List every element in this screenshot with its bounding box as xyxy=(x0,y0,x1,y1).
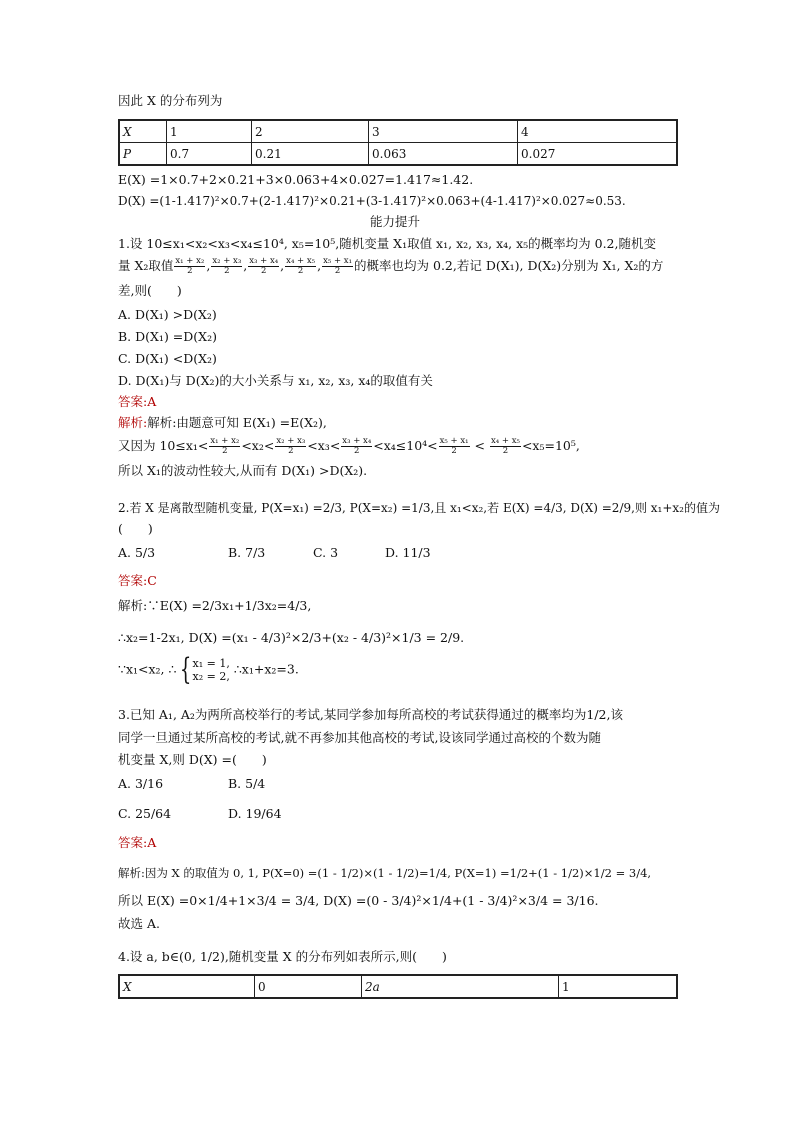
table-row xyxy=(119,143,677,166)
distribution-table xyxy=(118,119,678,166)
q1-option-d: D. D(X₁)与 D(X₂)的大小关系与 x₁, x₂, x₃, x₄的取值有关 xyxy=(118,373,433,388)
q3-analysis-2: 所以 E(X) =0×1/4+1×3/4 = 3/4, D(X) =(0 - 3/4)²×1/4+(1 - 3/4)²×3/4 = 3/16. xyxy=(118,893,599,908)
brace-symbol: { xyxy=(180,652,192,687)
q3-analysis-3: 故选 A. xyxy=(118,916,160,931)
fraction: $\frac{\text{x₄ + x₅}}{2}$ xyxy=(286,256,316,276)
q1-line-2-pre: 量 X₂取值 xyxy=(118,258,174,273)
table-cell: 1 xyxy=(559,975,678,998)
q2-option-d: D. 11/3 xyxy=(385,545,431,560)
table-cell: 1 xyxy=(167,120,252,143)
fraction: $\frac{\text{x₃ + x₄}}{2}$ xyxy=(342,436,372,456)
fraction: $\frac{\text{x₂ + x₃}}{2}$ xyxy=(276,436,306,456)
table-cell: 0 xyxy=(255,975,362,998)
expectation-line: E(X) =1×0.7+2×0.21+3×0.063+4×0.027=1.417≈1.42. xyxy=(118,172,474,187)
q2-analysis-2: ∴x₂=1-2x₁, D(X) =(x₁ - 4/3)²×2/3+(x₂ - 4/3)²×1/3 = 2/9. xyxy=(118,630,465,645)
fraction: $\frac{\text{x₅ + x₁}}{2}$ xyxy=(323,256,353,276)
q3-option-d: D. 19/64 xyxy=(228,806,282,821)
q1-analysis-2-post: <x₅=10⁵, xyxy=(521,438,580,453)
q1-analysis-3: 所以 X₁的波动性较大,从而有 D(X₁) >D(X₂). xyxy=(118,463,368,478)
table-cell: 0.7 xyxy=(167,143,252,166)
q1-analysis-2-pre: 又因为 10≤x₁< xyxy=(118,438,209,453)
q1-option-a: A. D(X₁) >D(X₂) xyxy=(118,307,217,322)
q1-analysis-1-text: 解析:由题意可知 E(X₁) =E(X₂), xyxy=(147,415,327,430)
table-cell: 0.063 xyxy=(369,143,518,166)
table-cell: 3 xyxy=(369,120,518,143)
q2-line-1: 2.若 X 是离散型随机变量, P(X=x₁) =2/3, P(X=x₂) =1/3,且 x₁<x₂,若 E(X) =4/3, D(X) =2/9,则 x₁+x₂的值为 xyxy=(118,501,720,515)
table-cell: 2 xyxy=(252,120,369,143)
q2-analysis-3 xyxy=(118,652,299,687)
q1-analysis-1: 解析:解析:由题意可知 E(X₁) =E(X₂), xyxy=(118,415,327,430)
q1-option-c: C. D(X₁) <D(X₂) xyxy=(118,351,217,366)
q1-line-2-post: 的概率也均为 0.2,若记 D(X₁), D(X₂)分别为 X₁, X₂的方 xyxy=(354,258,664,273)
fraction: $\frac{\text{x₄ + x₅}}{2}$ xyxy=(491,436,520,456)
q3-line-3: 机变量 X,则 D(X) =( ) xyxy=(118,752,267,767)
table-cell: 4 xyxy=(518,120,678,143)
q3-answer: 答案:A xyxy=(118,835,157,850)
q4-distribution-table xyxy=(118,974,678,999)
q2-analysis-1: 解析:∵E(X) =2/3x₁+1/3x₂=4/3, xyxy=(118,598,312,613)
q2-analysis-3-post: ∴x₁+x₂=3. xyxy=(233,661,299,677)
table-row xyxy=(119,120,677,143)
fraction: $\frac{\text{x₅ + x₁}}{2}$ xyxy=(439,436,469,456)
q1-line-2: 量 X₂取值 $\frac{\text{x₁ + x₂}}{2}$ , $\frac{\text{x₂ + x₃}}{2}$ , $\frac{\text{x₃ + x₄}}{2}$ , $\frac{\text{x₄ + x₅}}{2}$ , $\frac{\text{x₅ + x₁}}{2}$ 的概率也均为 0.2,若记 D(X₁), D(X₂)分别为 X₁, X₂的方 xyxy=(118,256,664,276)
intro-text: 因此 X 的分布列为 xyxy=(118,93,223,108)
q3-line-2: 同学一旦通过某所高校的考试,就不再参加其他高校的考试,设该同学通过高校的个数为随 xyxy=(118,730,601,745)
table-row xyxy=(119,975,677,998)
q1-analysis-2: 又因为 10≤x₁< $\frac{\text{x₁ + x₂}}{2}$ <x₂< $\frac{\text{x₂ + x₃}}{2}$ <x₃< $\frac{\text{x₃ + x₄}}{2}$ <x₄≤10⁴< $\frac{\text{x₅ + x₁}}{2}$ < $\frac{\text{x₄ + x₅}}{2}$ <x₅=10⁵, xyxy=(118,436,580,456)
q3-option-a: A. 3/16 xyxy=(118,776,164,791)
fraction: $\frac{\text{x₂ + x₃}}{2}$ xyxy=(212,256,242,276)
q1-line-3: 差,则( ) xyxy=(118,283,182,298)
table-cell: 0.21 xyxy=(252,143,369,166)
q3-analysis-1: 解析:因为 X 的取值为 0, 1, P(X=0) =(1 - 1/2)×(1 - 1/2)=1/4, P(X=1) =1/2+(1 - 1/2)×1/2 = 3/4, xyxy=(118,866,652,880)
q2-answer: 答案:C xyxy=(118,573,157,588)
variance-line: D(X) =(1-1.417)²×0.7+(2-1.417)²×0.21+(3-1.417)²×0.063+(4-1.417)²×0.027≈0.53. xyxy=(118,194,626,208)
q4-line-1: 4.设 a, b∈(0, 1/2),随机变量 X 的分布列如表所示,则( ) xyxy=(118,949,447,964)
q3-line-1: 3.已知 A₁, A₂为两所高校举行的考试,某同学参加每所高校的考试获得通过的概率均为1/2,该 xyxy=(118,707,623,722)
section-title: 能力提升 xyxy=(370,214,421,229)
fraction: $\frac{\text{x₁ + x₂}}{2}$ xyxy=(210,436,240,456)
q3-option-b: B. 5/4 xyxy=(228,776,266,791)
q2-option-b: B. 7/3 xyxy=(228,545,266,560)
q1-option-b: B. D(X₁) =D(X₂) xyxy=(118,329,217,344)
q3-option-c: C. 25/64 xyxy=(118,806,172,821)
q2-option-c: C. 3 xyxy=(313,545,339,560)
q1-answer: 答案:A xyxy=(118,394,157,409)
q2-option-a: A. 5/3 xyxy=(118,545,156,560)
table-cell: P xyxy=(123,146,132,161)
equation-system: x₁ = 1, x₂ = 2, xyxy=(192,657,230,683)
q1-line-1: 1.设 10≤x₁<x₂<x₃<x₄≤10⁴, x₅=10⁵,随机变量 X₁取值 x₁, x₂, x₃, x₄, x₅的概率均为 0.2,随机变 xyxy=(118,236,656,251)
fraction: $\frac{\text{x₁ + x₂}}{2}$ xyxy=(175,256,205,276)
table-cell: 2a xyxy=(365,979,380,994)
table-cell: 0.027 xyxy=(518,143,678,166)
table-cell: X xyxy=(123,124,132,139)
q2-analysis-3-pre: ∵x₁<x₂, ∴ xyxy=(118,661,177,677)
q2-line-2: ( ) xyxy=(118,521,153,536)
table-cell: X xyxy=(123,979,132,994)
fraction: $\frac{\text{x₃ + x₄}}{2}$ xyxy=(249,256,279,276)
